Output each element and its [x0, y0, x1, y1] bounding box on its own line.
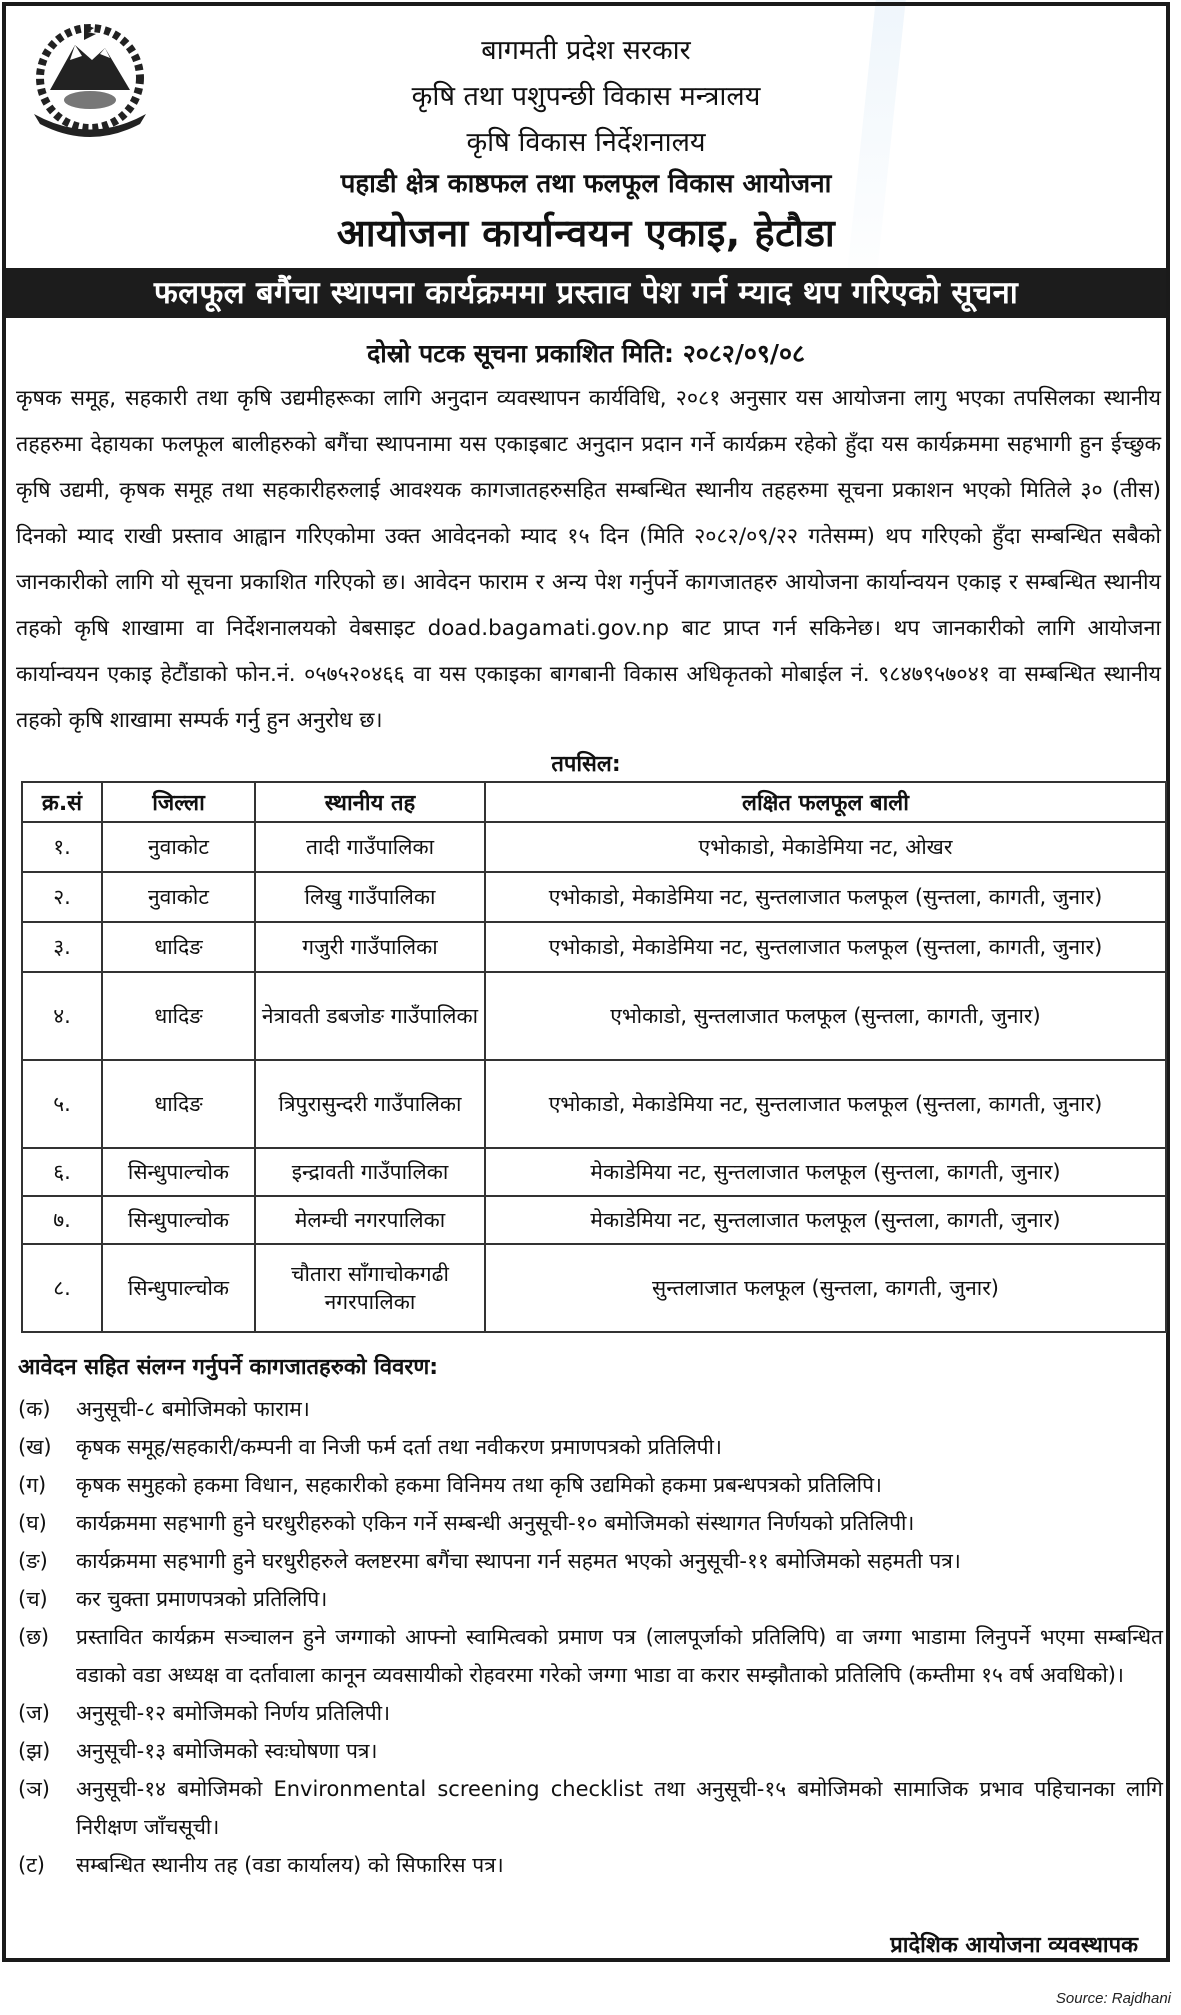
list-item-key: (झ)	[18, 1739, 51, 1763]
list-item	[18, 1694, 1163, 1732]
table-row	[22, 1148, 1166, 1196]
list-item-text: प्रस्तावित कार्यक्रम सञ्चालन हुने जग्गाको आफ्नो स्वामित्वको प्रमाण पत्र (लालपूर्जाको प्रतिलिपि) वा जग्गा भाडामा लिनुपर्ने भएमा सम्बन्धित वडाको वडा अध्यक्ष वा दर्तावाला कानून व्यवसायीको रोहवरमा गरेको जग्गा भाडा वा करार सम्झौताको प्रतिलिपि (कम्तीमा १५ वर्ष अवधिको)।	[76, 1625, 1163, 1687]
header-implementation-unit: आयोजना कार्यान्वयन एकाइ, हेटौडा	[336, 211, 836, 255]
cell-crops: एभोकाडो, मेकाडेमिया नट, सुन्तलाजात फलफूल (सुन्तला, कागती, जुनार)	[485, 872, 1166, 922]
cell-crops: एभोकाडो, मेकाडेमिया नट, सुन्तलाजात फलफूल (सुन्तला, कागती, जुनार)	[485, 1060, 1166, 1148]
list-item-text: अनुसूची-८ बमोजिमको फाराम।	[76, 1397, 310, 1421]
cell-local-level: मेलम्ची नगरपालिका	[255, 1196, 485, 1244]
list-item-key: (घ)	[18, 1511, 47, 1535]
notice-frame	[2, 2, 1170, 1962]
cell-crops: मेकाडेमिया नट, सुन्तलाजात फलफूल (सुन्तला, कागती, जुनार)	[485, 1196, 1166, 1244]
list-item-text: कृषक समुहको हकमा विधान, सहकारीको हकमा विनिमय तथा कृषि उद्यमिको हकमा प्रबन्धपत्रको प्रतिलिपि।	[76, 1473, 883, 1497]
list-item-text: अनुसूची-१३ बमोजिमको स्वःघोषणा पत्र।	[76, 1739, 378, 1763]
list-item-key: (ङ)	[18, 1549, 48, 1573]
notice-title-banner: फलफूल बगैंचा स्थापना कार्यक्रममा प्रस्ताव पेश गर्न म्याद थप गरिएको सूचना	[6, 268, 1166, 318]
publication-date: दोस्रो पटक सूचना प्रकाशित मिति: २०८२/०९/०८	[366, 339, 806, 368]
cell-district: धादिङ	[102, 922, 255, 972]
list-item-key: (छ)	[18, 1625, 50, 1649]
list-item	[18, 1466, 1163, 1504]
list-item	[18, 1770, 1163, 1846]
column-header-sn: क्र.सं	[22, 782, 102, 822]
table-row	[22, 1196, 1166, 1244]
list-item	[18, 1846, 1163, 1884]
list-item	[18, 1428, 1163, 1466]
list-item	[18, 1390, 1163, 1428]
table-row	[22, 922, 1166, 972]
source-credit: Source: Rajdhani	[1055, 1990, 1171, 2007]
cell-local-level: चौतारा साँगाचोकगढी नगरपालिका	[255, 1244, 485, 1332]
cell-crops: एभोकाडो, मेकाडेमिया नट, ओखर	[485, 822, 1166, 872]
cell-crops: मेकाडेमिया नट, सुन्तलाजात फलफूल (सुन्तला, कागती, जुनार)	[485, 1148, 1166, 1196]
list-item-text: कृषक समूह/सहकारी/कम्पनी वा निजी फर्म दर्ता तथा नवीकरण प्रमाणपत्रको प्रतिलिपी।	[76, 1435, 722, 1459]
list-item-text: अनुसूची-१४ बमोजिमको Environmental screening checklist तथा अनुसूची-१५ बमोजिमको सामाजिक प्रभाव पहिचानका लागि निरीक्षण जाँचसूची।	[76, 1777, 1163, 1839]
cell-sn: ३.	[22, 922, 102, 972]
list-item-text: कर चुक्ता प्रमाणपत्रको प्रतिलिपि।	[76, 1587, 328, 1611]
table-header-row	[22, 782, 1166, 822]
list-item-key: (ञ)	[18, 1777, 50, 1801]
list-item	[18, 1732, 1163, 1770]
cell-local-level: तादी गाउँपालिका	[255, 822, 485, 872]
list-item-key: (ख)	[18, 1435, 52, 1459]
header-ministry: कृषि तथा पशुपन्छी विकास मन्त्रालय	[411, 81, 761, 112]
cell-crops: एभोकाडो, मेकाडेमिया नट, सुन्तलाजात फलफूल (सुन्तला, कागती, जुनार)	[485, 922, 1166, 972]
column-header-target-crops: लक्षित फलफूल बाली	[485, 782, 1166, 822]
cell-district: नुवाकोट	[102, 872, 255, 922]
cell-district: सिन्धुपाल्चोक	[102, 1196, 255, 1244]
notice-body: कृषक समूह, सहकारी तथा कृषि उद्यमीहरूका लागि अनुदान व्यवस्थापन कार्यविधि, २०८१ अनुसार यस आयोजना लागु भएका तपसिलका स्थानीय तहहरुमा देहायका फलफूल बालीहरुको बगैंचा स्थापनामा यस एकाइबाट अनुदान प्रदान गर्ने कार्यक्रम रहेको हुँदा यस कार्यक्रममा सहभागी हुन ईच्छुक कृषि उद्यमी, कृषक समूह तथा सहकारीहरुलाई आवश्यक कागजातहरुसहित सम्बन्धित स्थानीय तहहरुमा सूचना प्रकाशन भएको मितिले ३० (तीस) दिनको म्याद राखी प्रस्ताव आह्वान गरिएकोमा उक्त आवेदनको म्याद १५ दिन (मिति २०८२/०९/२२ गतेसम्म) थप गरिएको हुँदा सम्बन्धित सबैको जानकारीको लागि यो सूचना प्रकाशित गरिएको छ। आवेदन फाराम र अन्य पेश गर्नुपर्ने कागजातहरु आयोजना कार्यान्वयन एकाइ र सम्बन्धित स्थानीय तहको कृषि शाखामा वा निर्देशनालयको वेबसाइट doad.bagamati.gov.np बाट प्राप्त गर्न सकिनेछ। थप जानकारीको लागि आयोजना कार्यान्वयन एकाइ हेटौंडाको फोन.नं. ०५७५२०४६६ वा यस एकाइका बागबानी विकास अधिकृतको मोबाईल नं. ९८४७९५७०४१ वा सम्बन्धित स्थानीय तहको कृषि शाखामा सम्पर्क गर्नु हुन अनुरोध छ।	[16, 386, 1161, 733]
cell-district: नुवाकोट	[102, 822, 255, 872]
column-header-district: जिल्ला	[102, 782, 255, 822]
header-province-government: बागमती प्रदेश सरकार	[481, 35, 691, 66]
cell-sn: २.	[22, 872, 102, 922]
list-item	[18, 1580, 1163, 1618]
list-item-text: कार्यक्रममा सहभागी हुने घरधुरीहरुले क्लष्टरमा बगैंचा स्थापना गर्न सहमत भएको अनुसूची-११ बमोजिमको सहमती पत्र।	[76, 1549, 961, 1573]
cell-local-level: इन्द्रावती गाउँपालिका	[255, 1148, 485, 1196]
cell-sn: ४.	[22, 972, 102, 1060]
cell-crops: सुन्तलाजात फलफूल (सुन्तला, कागती, जुनार)	[485, 1244, 1166, 1332]
required-documents-title: आवेदन सहित संलग्न गर्नुपर्ने कागजातहरुको विवरण:	[18, 1355, 439, 1380]
cell-district: धादिङ	[102, 1060, 255, 1148]
list-item-key: (ग)	[18, 1473, 47, 1497]
header-project: पहाडी क्षेत्र काष्ठफल तथा फलफूल विकास आयोजना	[340, 169, 832, 199]
table-row	[22, 972, 1166, 1060]
list-item-text: सम्बन्धित स्थानीय तह (वडा कार्यालय) को सिफारिस पत्र।	[76, 1853, 504, 1877]
cell-district: धादिङ	[102, 972, 255, 1060]
list-item	[18, 1504, 1163, 1542]
list-item-key: (ट)	[18, 1853, 45, 1877]
list-item-text: अनुसूची-१२ बमोजिमको निर्णय प्रतिलिपी।	[76, 1701, 391, 1725]
column-header-local-level: स्थानीय तह	[255, 782, 485, 822]
schedule-title: तपसिल:	[551, 752, 621, 777]
list-item-text: कार्यक्रममा सहभागी हुने घरधुरीहरुको एकिन गर्ने सम्बन्धी अनुसूची-१० बमोजिमको संस्थागत निर्णयको प्रतिलिपी।	[76, 1511, 915, 1535]
table-row	[22, 822, 1166, 872]
cell-sn: ६.	[22, 1148, 102, 1196]
cell-sn: ५.	[22, 1060, 102, 1148]
cell-district: सिन्धुपाल्चोक	[102, 1148, 255, 1196]
list-item-key: (क)	[18, 1397, 51, 1421]
cell-local-level: गजुरी गाउँपालिका	[255, 922, 485, 972]
cell-local-level: लिखु गाउँपालिका	[255, 872, 485, 922]
header-directorate: कृषि विकास निर्देशनालय	[466, 127, 706, 158]
list-item-key: (च)	[18, 1587, 48, 1611]
notice-header	[6, 6, 1166, 268]
list-item	[18, 1542, 1163, 1580]
cell-district: सिन्धुपाल्चोक	[102, 1244, 255, 1332]
list-item-key: (ज)	[18, 1701, 50, 1725]
table-row	[22, 872, 1166, 922]
cell-crops: एभोकाडो, सुन्तलाजात फलफूल (सुन्तला, कागती, जुनार)	[485, 972, 1166, 1060]
signatory-title: प्रादेशिक आयोजना व्यवस्थापक	[890, 1933, 1138, 1958]
cell-local-level: त्रिपुरासुन्दरी गाउँपालिका	[255, 1060, 485, 1148]
cell-local-level: नेत्रावती डबजोङ गाउँपालिका	[255, 972, 485, 1060]
schedule-table	[21, 781, 1167, 1333]
cell-sn: १.	[22, 822, 102, 872]
table-row	[22, 1244, 1166, 1332]
table-row	[22, 1060, 1166, 1148]
cell-sn: ८.	[22, 1244, 102, 1332]
required-documents-list	[18, 1390, 1163, 1884]
list-item	[18, 1618, 1163, 1694]
cell-sn: ७.	[22, 1196, 102, 1244]
